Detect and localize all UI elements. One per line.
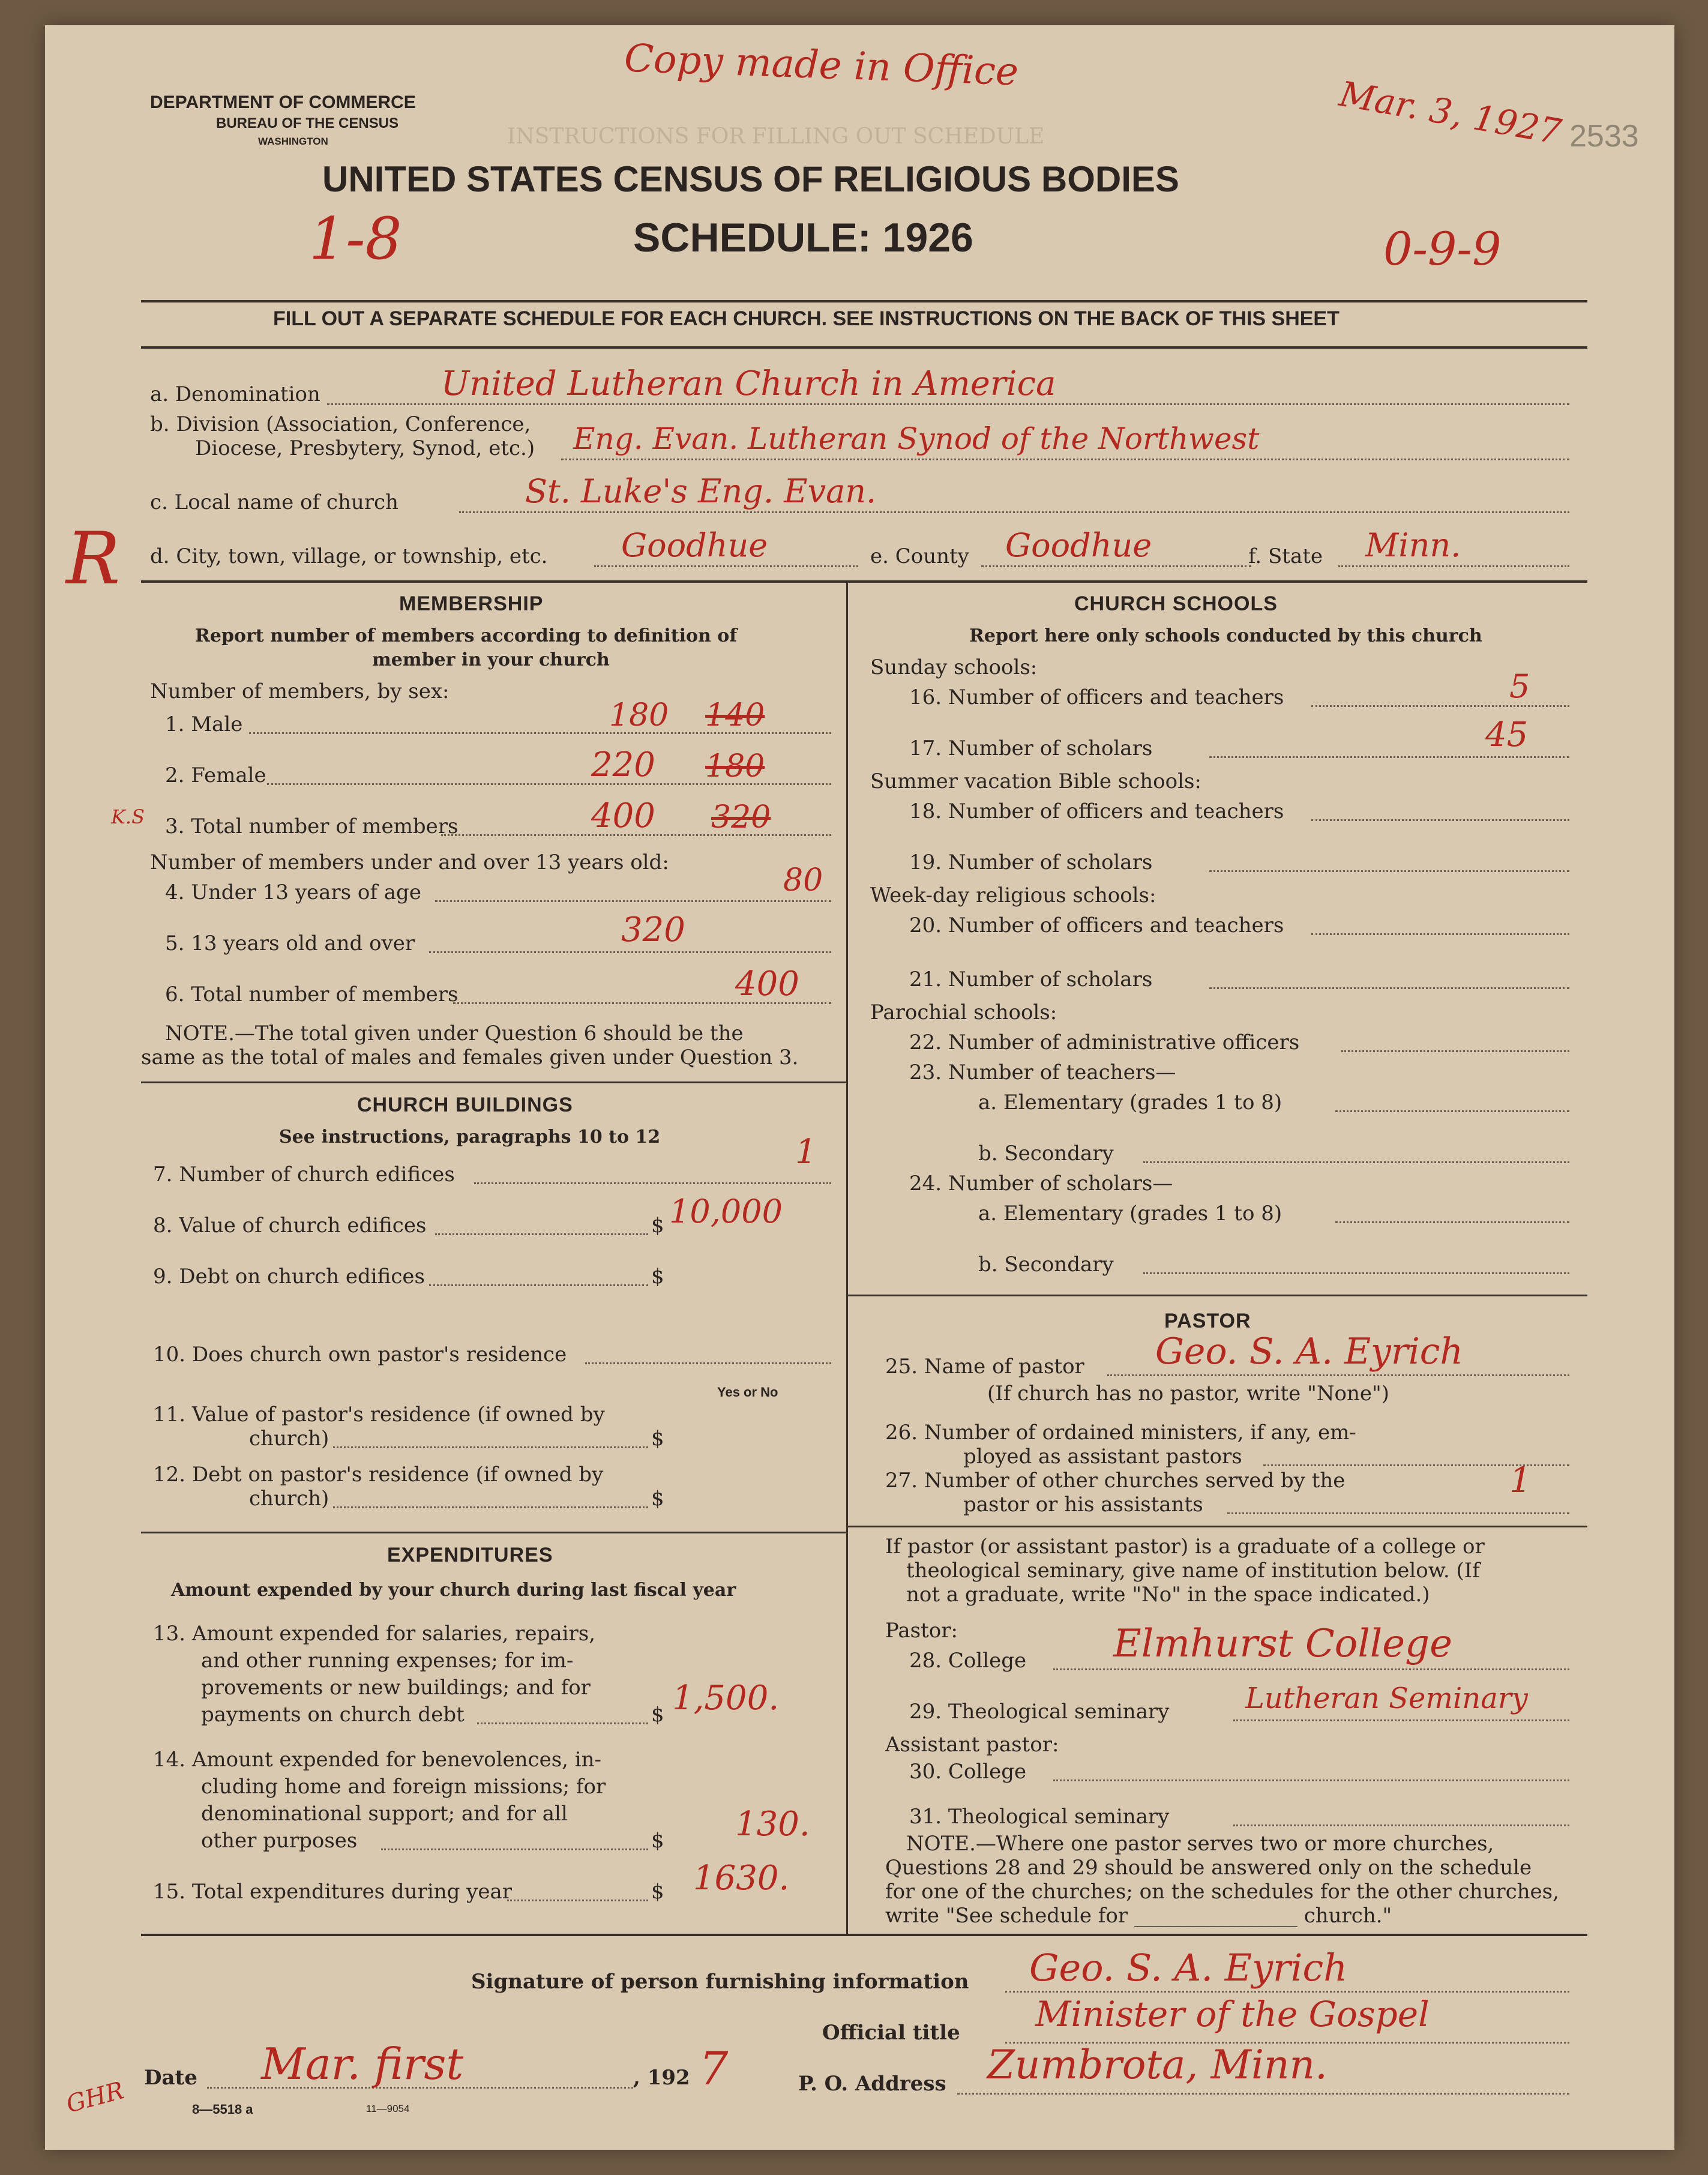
membership-note-1: NOTE.—The total given under Question 6 should be the — [165, 1021, 744, 1045]
local-name-line — [459, 511, 1569, 513]
q12-label-2: church) — [249, 1487, 329, 1511]
membership-heading: MEMBERSHIP — [399, 592, 544, 615]
q16-label: 16. Number of officers and teachers — [909, 685, 1284, 709]
division-value[interactable]: Eng. Evan. Lutheran Synod of the Northwest — [573, 421, 1260, 456]
bureau-name: BUREAU OF THE CENSUS — [216, 115, 399, 131]
q2-value[interactable]: 220 — [591, 745, 655, 784]
county-line — [981, 565, 1251, 567]
q14-line — [381, 1849, 648, 1850]
pastor-note-4: write "See schedule for ________________ church." — [885, 1904, 1392, 1928]
date-label: Date — [144, 2066, 197, 2090]
q27-label-2: pastor or his assistants — [963, 1493, 1203, 1517]
q12-line — [333, 1506, 648, 1508]
q23-label: 23. Number of teachers— — [909, 1060, 1176, 1084]
q23a-line — [1335, 1110, 1569, 1112]
membership-note-2: same as the total of males and females given under Question 3. — [141, 1045, 799, 1069]
q26-label-2: ployed as assistant pastors — [963, 1445, 1242, 1469]
q13-label-2: and other running expenses; for im- — [201, 1649, 574, 1673]
state-label: f. State — [1248, 544, 1323, 568]
weekday-schools-label: Week-day religious schools: — [870, 883, 1156, 907]
pastor-mid-rule — [846, 1526, 1587, 1527]
state-value[interactable]: Minn. — [1365, 526, 1461, 564]
q16-line — [1311, 705, 1569, 707]
denomination-label: a. Denomination — [150, 382, 320, 406]
code-left: 1-8 — [309, 205, 402, 272]
q4-line — [435, 900, 831, 902]
q14-dollar: $ — [651, 1829, 664, 1853]
q26-label-1: 26. Number of ordained ministers, if any, em- — [885, 1421, 1356, 1445]
q24b-line — [1143, 1272, 1569, 1274]
q13-value[interactable]: 1,500. — [672, 1679, 780, 1718]
state-line — [1338, 565, 1569, 567]
print-number: 11—9054 — [366, 2103, 410, 2114]
expenditures-heading: EXPENDITURES — [387, 1544, 553, 1566]
q9-line — [429, 1284, 648, 1286]
q18-line — [1311, 819, 1569, 821]
sunday-schools-label: Sunday schools: — [870, 655, 1038, 679]
signature-value[interactable]: Geo. S. A. Eyrich — [1029, 1946, 1348, 1990]
graduate-note-3: not a graduate, write "No" in the space indicated.) — [906, 1583, 1430, 1607]
buildings-bottom-rule — [141, 1532, 846, 1533]
q11-label-1: 11. Value of pastor's residence (if owned by — [153, 1403, 605, 1427]
q13-label-1: 13. Amount expended for salaries, repairs, — [153, 1622, 596, 1646]
members-by-sex-label: Number of members, by sex: — [150, 679, 450, 703]
q14-label-3: denominational support; and for all — [201, 1802, 568, 1826]
q24b-label: b. Secondary — [978, 1253, 1114, 1277]
bureau-city: WASHINGTON — [258, 136, 328, 147]
q4-label: 4. Under 13 years of age — [165, 880, 421, 904]
q11-dollar: $ — [651, 1427, 664, 1451]
q30-line — [1053, 1779, 1569, 1781]
received-date-note: Mar. 3, 1927 — [1336, 73, 1565, 152]
q1-struck-value: 140 — [705, 697, 765, 733]
age-group-label: Number of members under and over 13 years old: — [150, 850, 669, 874]
q15-value[interactable]: 1630. — [693, 1859, 790, 1898]
q23b-label: b. Secondary — [978, 1142, 1114, 1166]
official-title-value[interactable]: Minister of the Gospel — [1035, 1994, 1430, 2035]
q5-label: 5. 13 years old and over — [165, 931, 415, 955]
q23a-label: a. Elementary (grades 1 to 8) — [978, 1091, 1283, 1115]
q20-line — [1311, 933, 1569, 935]
q14-label-1: 14. Amount expended for benevolences, in- — [153, 1748, 602, 1772]
buildings-sub: See instructions, paragraphs 10 to 12 — [279, 1127, 661, 1148]
denomination-value[interactable]: United Lutheran Church in America — [441, 364, 1056, 403]
q21-line — [1209, 987, 1569, 989]
pastor-note-3: for one of the churches; on the schedules for the other churches, — [885, 1880, 1559, 1904]
q15-dollar: $ — [651, 1880, 664, 1904]
q8-label: 8. Value of church edifices — [153, 1214, 427, 1238]
q13-dollar: $ — [651, 1703, 664, 1727]
date-year-prefix: , 192 — [633, 2066, 690, 2090]
q27-label-1: 27. Number of other churches served by the — [885, 1469, 1346, 1493]
form-title: UNITED STATES CENSUS OF RELIGIOUS BODIES — [322, 159, 1179, 199]
division-line — [561, 459, 1569, 460]
q15-label: 15. Total expenditures during year — [153, 1880, 513, 1904]
date-value[interactable]: Mar. first — [261, 2039, 464, 2089]
buildings-heading: CHURCH BUILDINGS — [357, 1094, 573, 1116]
q27-line — [1227, 1512, 1569, 1514]
q30-label: 30. College — [909, 1760, 1027, 1784]
q12-label-1: 12. Debt on pastor's residence (if owned by — [153, 1463, 604, 1487]
q9-label: 9. Debt on church edifices — [153, 1265, 425, 1289]
q28-line — [1053, 1668, 1569, 1670]
column-divider — [846, 580, 848, 1934]
signature-label: Signature of person furnishing information — [471, 1970, 969, 1994]
q7-value[interactable]: 1 — [795, 1133, 817, 1172]
q17-value[interactable]: 45 — [1485, 715, 1529, 754]
official-title-label: Official title — [822, 2021, 960, 2045]
denomination-line — [327, 403, 1569, 405]
q5-value[interactable]: 320 — [621, 910, 685, 949]
schedule-title: SCHEDULE: 1926 — [633, 215, 973, 260]
q28-label: 28. College — [909, 1649, 1027, 1673]
local-name-label: c. Local name of church — [150, 490, 398, 514]
department-name: DEPARTMENT OF COMMERCE — [150, 92, 416, 112]
q27-value[interactable]: 1 — [1509, 1460, 1532, 1500]
initials-mark: GHR — [63, 2077, 127, 2119]
q2-struck-value: 180 — [705, 748, 765, 784]
footer-rule — [141, 1934, 1587, 1936]
membership-sub-1: Report number of members according to definition of — [195, 625, 738, 646]
yes-no-hint: Yes or No — [717, 1385, 778, 1400]
q17-label: 17. Number of scholars — [909, 736, 1153, 760]
county-label: e. County — [870, 544, 969, 568]
q15-line — [507, 1900, 648, 1901]
schools-sub: Report here only schools conducted by this church — [969, 625, 1482, 646]
date-year-digit[interactable]: 7 — [699, 2042, 729, 2095]
q31-line — [1233, 1825, 1569, 1826]
code-right: 0-9-9 — [1383, 222, 1502, 275]
q8-dollar: $ — [651, 1214, 664, 1238]
q3-struck-value: 320 — [711, 799, 771, 835]
r-mark: R — [66, 517, 121, 601]
expenditures-sub: Amount expended by your church during last fiscal year — [171, 1580, 736, 1601]
q29-label: 29. Theological seminary — [909, 1700, 1170, 1724]
q11-line — [333, 1446, 648, 1448]
section-rule — [141, 580, 1587, 583]
q11-label-2: church) — [249, 1427, 329, 1451]
schools-bottom-rule — [846, 1295, 1587, 1296]
city-label: d. City, town, village, or township, etc. — [150, 544, 548, 568]
q24-label: 24. Number of scholars— — [909, 1172, 1173, 1196]
graduate-note-2: theological seminary, give name of institution below. (If — [906, 1559, 1480, 1583]
q4-value[interactable]: 80 — [783, 862, 823, 898]
q14-label-2: cluding home and foreign missions; for — [201, 1775, 606, 1799]
q16-value[interactable]: 5 — [1509, 667, 1530, 705]
division-label-1: b. Division (Association, Conference, — [150, 412, 531, 436]
q8-line — [435, 1233, 648, 1235]
q6-label: 6. Total number of members — [165, 982, 459, 1006]
q24a-line — [1335, 1221, 1569, 1223]
stamp-number: 2533 — [1569, 119, 1639, 154]
q10-label: 10. Does church own pastor's residence — [153, 1343, 567, 1367]
assistant-pastor-subheading: Assistant pastor: — [885, 1733, 1059, 1757]
census-schedule-sheet — [45, 25, 1674, 2150]
q17-line — [1209, 756, 1569, 758]
q22-line — [1341, 1050, 1569, 1052]
q25-value[interactable]: Geo. S. A. Eyrich — [1155, 1331, 1464, 1373]
q2-label: 2. Female — [165, 763, 266, 787]
q5-line — [429, 951, 831, 953]
q23b-line — [1143, 1161, 1569, 1163]
q29-line — [1233, 1719, 1569, 1721]
local-name-value[interactable]: St. Luke's Eng. Evan. — [525, 472, 877, 510]
county-value[interactable]: Goodhue — [1005, 526, 1152, 564]
q19-line — [1209, 870, 1569, 872]
q22-label: 22. Number of administrative officers — [909, 1030, 1300, 1054]
q9-dollar: $ — [651, 1265, 664, 1289]
q29-value[interactable]: Lutheran Seminary — [1245, 1682, 1528, 1715]
q13-label-4: payments on church debt — [201, 1703, 465, 1727]
city-value[interactable]: Goodhue — [621, 526, 768, 564]
q8-value[interactable]: 10,000 — [669, 1193, 783, 1230]
q31-label: 31. Theological seminary — [909, 1805, 1170, 1829]
q3-label: 3. Total number of members — [165, 814, 459, 838]
q7-label: 7. Number of church edifices — [153, 1163, 455, 1187]
q19-label: 19. Number of scholars — [909, 850, 1153, 874]
q28-value[interactable]: Elmhurst College — [1113, 1622, 1452, 1666]
pastor-note-2: Questions 28 and 29 should be answered only on the schedule — [885, 1856, 1532, 1880]
q18-label: 18. Number of officers and teachers — [909, 799, 1284, 823]
parochial-schools-label: Parochial schools: — [870, 1000, 1057, 1024]
signature-line — [1005, 1991, 1569, 1993]
header-rule-bottom — [141, 346, 1587, 349]
city-line — [594, 565, 858, 567]
po-address-line — [957, 2093, 1569, 2095]
q25-label: 25. Name of pastor — [885, 1355, 1084, 1379]
q25-note: (If church has no pastor, write "None") — [987, 1382, 1389, 1406]
header-rule-top — [141, 300, 1587, 302]
form-number: 8—5518 a — [192, 2102, 253, 2117]
membership-sub-2: member in your church — [372, 649, 610, 670]
q7-line — [474, 1182, 831, 1184]
q14-value[interactable]: 130. — [735, 1805, 810, 1844]
po-address-value[interactable]: Zumbrota, Minn. — [987, 2042, 1328, 2088]
q13-line — [477, 1722, 648, 1724]
q25-line — [1107, 1374, 1569, 1376]
q6-value[interactable]: 400 — [735, 964, 799, 1003]
division-label-2: Diocese, Presbytery, Synod, etc.) — [195, 436, 535, 460]
pastor-note-1: NOTE.—Where one pastor serves two or more churches, — [906, 1832, 1494, 1856]
q3-value[interactable]: 400 — [591, 796, 655, 835]
q24a-label: a. Elementary (grades 1 to 8) — [978, 1202, 1283, 1226]
q20-label: 20. Number of officers and teachers — [909, 913, 1284, 937]
q12-dollar: $ — [651, 1487, 664, 1511]
q21-label: 21. Number of scholars — [909, 967, 1153, 991]
q14-label-4: other purposes — [201, 1829, 358, 1853]
copy-note: Copy made in Office — [623, 36, 1020, 95]
q13-label-3: provements or new buildings; and for — [201, 1676, 591, 1700]
instruction-banner: FILL OUT A SEPARATE SCHEDULE FOR EACH CHURCH. SEE INSTRUCTIONS ON THE BACK OF THIS SHEET — [273, 307, 1340, 330]
membership-bottom-rule — [141, 1081, 846, 1083]
schools-heading: CHURCH SCHOOLS — [1074, 592, 1278, 615]
q1-value[interactable]: 180 — [609, 697, 669, 733]
po-address-label: P. O. Address — [798, 2072, 946, 2096]
pastor-heading: PASTOR — [1164, 1310, 1251, 1332]
q3-margin-mark: K.S — [111, 805, 145, 828]
bleed-through-heading: INSTRUCTIONS FOR FILLING OUT SCHEDULE — [507, 124, 1045, 149]
pastor-subheading: Pastor: — [885, 1619, 958, 1643]
summer-schools-label: Summer vacation Bible schools: — [870, 769, 1201, 793]
graduate-note-1: If pastor (or assistant pastor) is a graduate of a college or — [885, 1535, 1485, 1559]
q10-line — [585, 1362, 831, 1364]
q1-label: 1. Male — [165, 712, 243, 736]
